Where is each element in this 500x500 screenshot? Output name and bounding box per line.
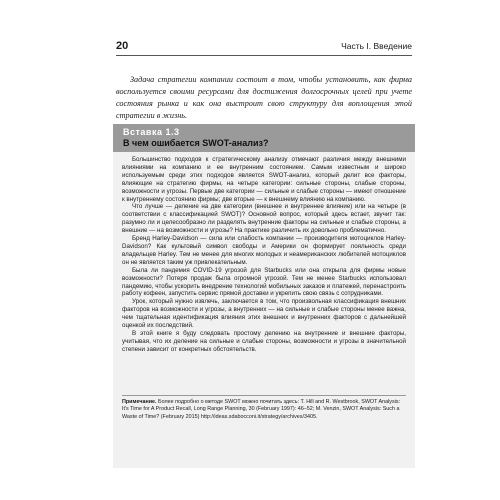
note-rule [122, 395, 406, 396]
box-paragraph-6: В этой книге я буду следовать простому делению на внутренние и внешние факторы, учитывая, что их деление на сильные и слабые стороны, возможности и угрозы в значительной степени зависит от конкретных обстоятельств. [122, 329, 406, 353]
intro-paragraph: Задача стратегии компании состоит в том, чтобы установить, как фирма воспользуется своими ресурсами для достижения долгосрочных целей при учете состояния рынка и как она выстроит свою структуру для воплощения этой стратегии в жизнь. [116, 75, 412, 120]
box-header [113, 124, 415, 152]
sidebar-box [113, 124, 415, 468]
box-note [122, 399, 406, 421]
page-number: 20 [116, 40, 129, 52]
box-paragraph-2: Что лучше — деление на две категории (внешнее и внутреннее влияние) или на четыре (в соответствии с классификацией SWOT)? Основной вопрос, который здесь встает, звучит так: разумно ли и целесообразно ли разделять внутренние факторы на сильные и слабые стороны, а внешние — на возможности и угрозы? На практике различить их довольно проблематично. [122, 203, 406, 235]
box-paragraph-1: Большинство подходов к стратегическому анализу отмечают различия между внешними влияниями на компанию и ее внутренним состоянием. Самым известным и широко используемым среди этих подходов является SWOT-анализ, который делит все факторы, влияющие на стратегию фирмы, на четыре категории: сильные стороны, слабые стороны, возможности и угрозы. Первые две категории — сильные и слабые стороны — имеют отношение к внутреннему состоянию фирмы; две вторые — к внешнему влиянию на компанию. [122, 156, 406, 203]
note-text: Более подробно о методе SWOT можно почитать здесь: T. Hill and R. Westbrook, SWOT Analysis: It's Time for A Product Recall, Long Range Planning, 30 (February 1997): 46–52; M. Venzin, SWOT Analysis: Such a Waste of Time? (February 2015) http://ideas.sdabocconi.it/strategy/archives/3405. [122, 399, 401, 420]
box-label: Вставка 1.3 [123, 127, 180, 137]
running-head: Часть I. Введение [341, 41, 412, 51]
note-label: Примечание. [122, 399, 157, 405]
box-paragraph-4: Была ли пандемия COVID-19 угрозой для Starbucks или она открыла для фирмы новые возможности? Потеря продаж была огромной угрозой. Тем не менее Starbucks использовал пандемию, чтобы ускорить внедрение технологий мобильных заказов и платежей, перенастроить работу кофеен, запустить сервис прямой доставки и укрепить свою связь с сотрудниками. [122, 266, 406, 298]
box-paragraph-3: Бренд Harley-Davidson — сила или слабость компании — производителя мотоциклов Harley-Davidson? Как культовый символ свободы и Америки он формирует лояльность среди владельцев Harley. Тем не менее для многих молодых и неамериканских любителей мотоциклов он не является таким уж привлекательным. [122, 235, 406, 266]
box-title: В чем ошибается SWOT-анализ? [123, 138, 269, 148]
page-header [116, 40, 412, 54]
box-body [122, 156, 406, 354]
header-rule [116, 55, 412, 56]
box-paragraph-5: Урок, который нужно извлечь, заключается в том, что произвольная классификация внешних факторов на возможности и угрозы, а внутренних — на сильные и слабые стороны менее важна, чем тщательная идентификация влияния этих внешних и внутренних факторов с дальнейшей оценкой их последствий. [122, 298, 406, 330]
